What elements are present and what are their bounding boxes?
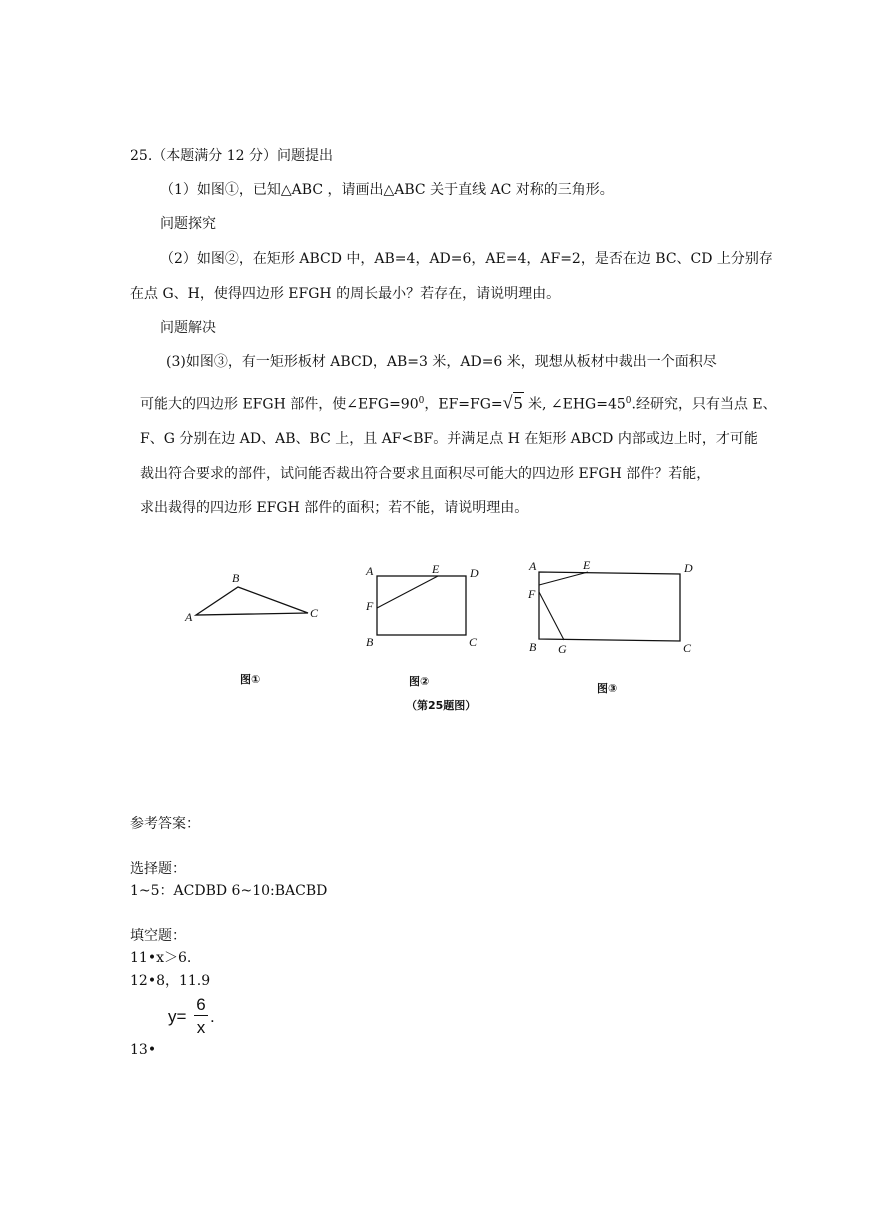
fig2-label-c: C — [469, 635, 478, 649]
formula-numerator: 6 — [194, 995, 208, 1016]
fig2-label-e: E — [432, 562, 440, 576]
segment-ef — [377, 576, 438, 608]
fig3-label-b: B — [529, 640, 537, 654]
figure-3-rectangle — [520, 555, 705, 660]
question-3-line-5: 求出裁得的四边形 EFGH 部件的面积；若不能，请说明理由。 — [140, 500, 529, 516]
figure-2-rectangle — [360, 560, 490, 655]
problem-header: 25.（本题满分 12 分）问题提出 — [130, 148, 333, 164]
fig1-label-c: C — [310, 606, 319, 620]
sqrt-expression: √5 — [502, 392, 523, 413]
fig1-label-a: A — [185, 610, 193, 624]
fig1-caption: 图① — [240, 673, 261, 686]
sqrt-radicand: 5 — [513, 392, 523, 413]
question-2-line-1: （2）如图②，在矩形 ABCD 中，AB=4，AD=6，AE=4，AF=2，是否在边 BC、CD 上分别存 — [160, 251, 773, 267]
fig3-label-a: A — [529, 559, 537, 573]
fig2-label-a: A — [366, 564, 374, 578]
degree-mark: 0 — [418, 396, 425, 406]
question-1: （1）如图①，已知△ABC ，请画出△ABC 关于直线 AC 对称的三角形。 — [160, 182, 614, 198]
answer-13-formula — [168, 995, 228, 1045]
formula-y-equals: y= — [168, 1007, 187, 1026]
fig3-label-e: E — [583, 558, 591, 572]
section-explore-heading: 问题探究 — [160, 216, 216, 232]
question-3-line-4: 裁出符合要求的部件，试问能否裁出符合要求且面积尽可能大的四边形 EFGH 部件？若能， — [140, 466, 711, 482]
segment-fg-3 — [539, 592, 564, 640]
fill-title: 填空题： — [130, 928, 186, 944]
q3-text-research: .经研究，只有当点 E、 — [631, 396, 777, 413]
fig3-label-d: D — [684, 561, 693, 575]
choice-title: 选择题： — [130, 861, 186, 877]
choice-answers: 1~5：ACDBD 6~10:BACBD — [130, 883, 328, 899]
q3-text-ef-fg: ，EF=FG= — [424, 396, 503, 413]
answer-12: 12•8，11.9 — [130, 973, 211, 989]
formula-dot: . — [210, 1007, 215, 1026]
degree-mark-2: 0 — [625, 396, 632, 406]
fig3-label-f: F — [528, 587, 536, 601]
question-2-line-2: 在点 G、H，使得四边形 EFGH 的周长最小？若存在，请说明理由。 — [130, 286, 561, 302]
question-3-line-3: F、G 分别在边 AD、AB、BC 上，且 AF<BF。并满足点 H 在矩形 ABCD 内部或边上时，才可能 — [140, 431, 758, 447]
figure-group-caption: （第25题图） — [406, 699, 477, 712]
section-solve-heading: 问题解决 — [160, 320, 216, 336]
rectangle-abcd-3 — [539, 572, 680, 641]
triangle-abc — [196, 587, 308, 615]
fig1-label-b: B — [232, 571, 240, 585]
answers-title: 参考答案： — [130, 816, 200, 832]
answer-11: 11•x＞6. — [130, 950, 192, 966]
fig3-label-c: C — [683, 641, 692, 655]
figure-1-triangle — [180, 565, 330, 635]
answer-13-number: 13• — [130, 1042, 157, 1058]
q3-text-angle-ehg: 米, ∠EHG=45 — [523, 396, 626, 413]
fig2-label-b: B — [366, 635, 374, 649]
fig2-caption: 图② — [409, 675, 430, 688]
q3-text-angle-efg: 可能大的四边形 EFGH 部件，使∠EFG=90 — [140, 396, 419, 413]
question-3-line-2 — [140, 391, 777, 415]
fig3-label-g: G — [558, 642, 567, 656]
fig2-label-d: D — [470, 566, 479, 580]
fig3-caption: 图③ — [597, 682, 618, 695]
formula-denominator: x — [196, 1018, 206, 1037]
fig2-label-f: F — [366, 599, 374, 613]
segment-ef-3 — [539, 572, 588, 585]
question-3-line-1: (3)如图③，有一矩形板材 ABCD，AB=3 米，AD=6 米，现想从板材中裁出一个面积尽 — [166, 354, 717, 370]
